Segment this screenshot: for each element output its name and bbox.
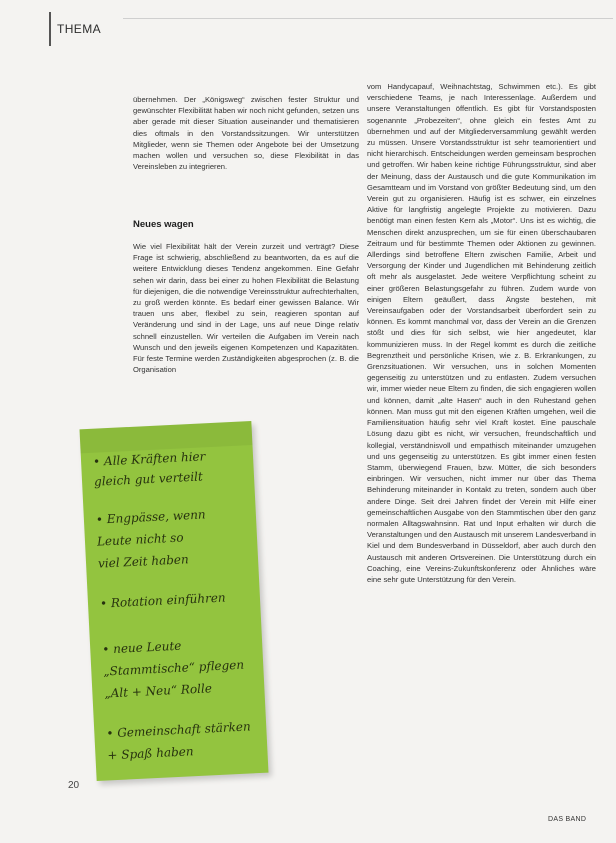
sticky-line: „Stammtische“ pflegen: [103, 657, 245, 679]
sticky-line: • neue Leute: [101, 638, 182, 657]
header-divider: [123, 18, 613, 19]
intro-paragraph: übernehmen. Der „Königsweg“ zwischen fester Struktur und gewünschter Flexibilität haben wir noch nicht gefunden, setzen uns aber gerade mit dieser Situation auseinander und thematisieren dies oftmals in den Vorstandssitzungen. Wir unterstützen Mitglieder, wenn sie Themen oder Angebote bei der Umsetzung machen wollen und versuchen so, diese Flexibilität in das Vereinsleben zu integrieren.: [133, 95, 359, 172]
sticky-line: gleich gut verteilt: [93, 469, 204, 489]
sticky-line: • Engpässe, wenn: [95, 507, 206, 527]
sticky-line: „Alt + Neu“ Rolle: [104, 681, 213, 701]
body-paragraph-left: Wie viel Flexibilität hält der Verein zurzeit und verträgt? Diese Frage ist schwierig, abschließend zu beantworten, da es auf die weitere Entwicklung dieses Tendenz angekommen. Eine Gefahr sehen wir darin, dass bei einer zu hohen Flexibilität die Belastung für diejenigen, die die notwendige Vereinsstruktur aufrechterhalten, zu groß werden könnte. Es bedarf einer gewissen Balance. Wir trauen uns aber, flexibel zu sein, reagieren spontan auf Veränderung und sind in der Lage, uns auf neue Dinge relativ schnell einzustellen. Wir verteilen die Aufgaben im Verein nach Wunsch und den jeweils eigenen Kompetenzen und Kapazitäten. Für feste Termine werden Zuständigkeiten abgesprochen (z. B. die Organisation: [133, 242, 359, 375]
page-number: 20: [68, 780, 80, 791]
publication-name: DAS BAND: [548, 816, 587, 823]
left-column-body: [133, 241, 359, 375]
sticky-line: • Alle Kräften hier: [92, 449, 206, 469]
subheading: Neues wagen: [133, 219, 194, 230]
right-column: [367, 81, 596, 585]
body-paragraph-right: vom Handycapauf, Weihnachtstag, Schwimmen etc.). Es gibt verschiedene Teams, je nach Interessenlage. Außerdem und unsere Veranstaltungen öffentlich. Es gibt für Vorstandsposten sogenannte „Probezeiten“, ohne gleich ein festes Amt zu übernehmen und auf der Mitgliederversammlung gewählt werden zu müssen. Unsere Vorstandsstruktur ist sehr teamorientiert und nicht hierarchisch. Entscheidungen werden gemeinsam besprochen und getroffen. Wir haben keine richtige Führungsstruktur, sind aber der Meinung, dass der Austausch und die gute Kommunikation im Gesamtteam und im Vorstand von größter Bedeutung sind, um den Verein gut zu organisieren. Häufig ist es schwer, ein einzelnes Aktive für langfristig angelegte Projekte zu motivieren. Dazu benötigt man einen festen Kern als „Motor“. Uns ist es wichtig, die Menschen direkt anzusprechen, um sie für einen überschaubaren Zeitraum und für bestimmte Themen oder Aktionen zu gewinnen. Allerdings sind betroffene Eltern zwischen Familie, Arbeit und Versorgung der Kinder und Jugendlichen mit Behinderung zeitlich oft mehr als ausgelastet. Jede weitere Verpflichtung scheint zu einer größeren Belastungsgefahr zu führen. Zudem wurde von einigen Eltern geäußert, dass Ängste bestehen, mit Vereinsaufgaben oder der Vorstandsarbeit überfordert sein zu können. Es kommt manchmal vor, dass der Verein an die Grenzen stößt und dies für sich selbst, wie hier angedeutet, klar kommunizieren muss. In der Regel kommt es durch die zeitliche Begrenztheit und persönliche Krisen, wie z. B. Erkrankungen, zu Grenzsituationen. Wir versuchen, uns in solchen Momenten gegenseitig zu unterstützen und zu entlasten. Zudem versuchen wir, immer wieder neue Eltern zu finden, die sich engagieren wollen und können, damit „alte Hasen“ auch in den Ruhestand gehen können. Man muss gut mit den eigenen Kräften umgehen, weil die Familiensituation häufig sehr viel Kraft kostet. Eine pauschale Lösung dazu gibt es nicht, wir versuchen, freundschaftlich und kollegial, verständnisvoll und empathisch miteinander umzugehen und uns gegenseitig zu unterstützen. Es gibt immer einen festen Stamm, überwiegend Frauen, bzw. Mütter, die sich besonders einbringen. Wir versuchen, nicht immer nur über das Thema Behinderung miteinander in Kontakt zu treten, sondern auch über andere Dinge. Seit drei Jahren findet der Verein mit Hilfe einer gemeinschaftlichen Ausgabe von den Stammtischen über den ganz normalen Alltagswahnsinn. Rat und Input erhalten wir durch die Veranstaltungen und den Austausch mit unserem Landesverband in Kiel und dem Bundesverband in Düsseldorf, aber auch durch den Austausch mit anderen Ortsvereinen. Die Unterstützung durch ein Coaching, eine Vereins-Zukunftskonferenz oder Ähnliches wäre eine sehr gute Unterstützung für den Verein.: [367, 82, 596, 584]
section-label: THEMA: [57, 22, 101, 36]
sticky-note: [80, 421, 269, 781]
left-column-intro: [133, 94, 359, 172]
sticky-line: viel Zeit haben: [97, 552, 190, 571]
sticky-line: • Gemeinschaft stärken: [106, 719, 252, 741]
header-rule: [49, 12, 51, 46]
sticky-line: + Spaß haben: [107, 744, 194, 763]
sticky-line: Leute nicht so: [96, 530, 184, 549]
sticky-line: • Rotation einführen: [99, 590, 226, 611]
